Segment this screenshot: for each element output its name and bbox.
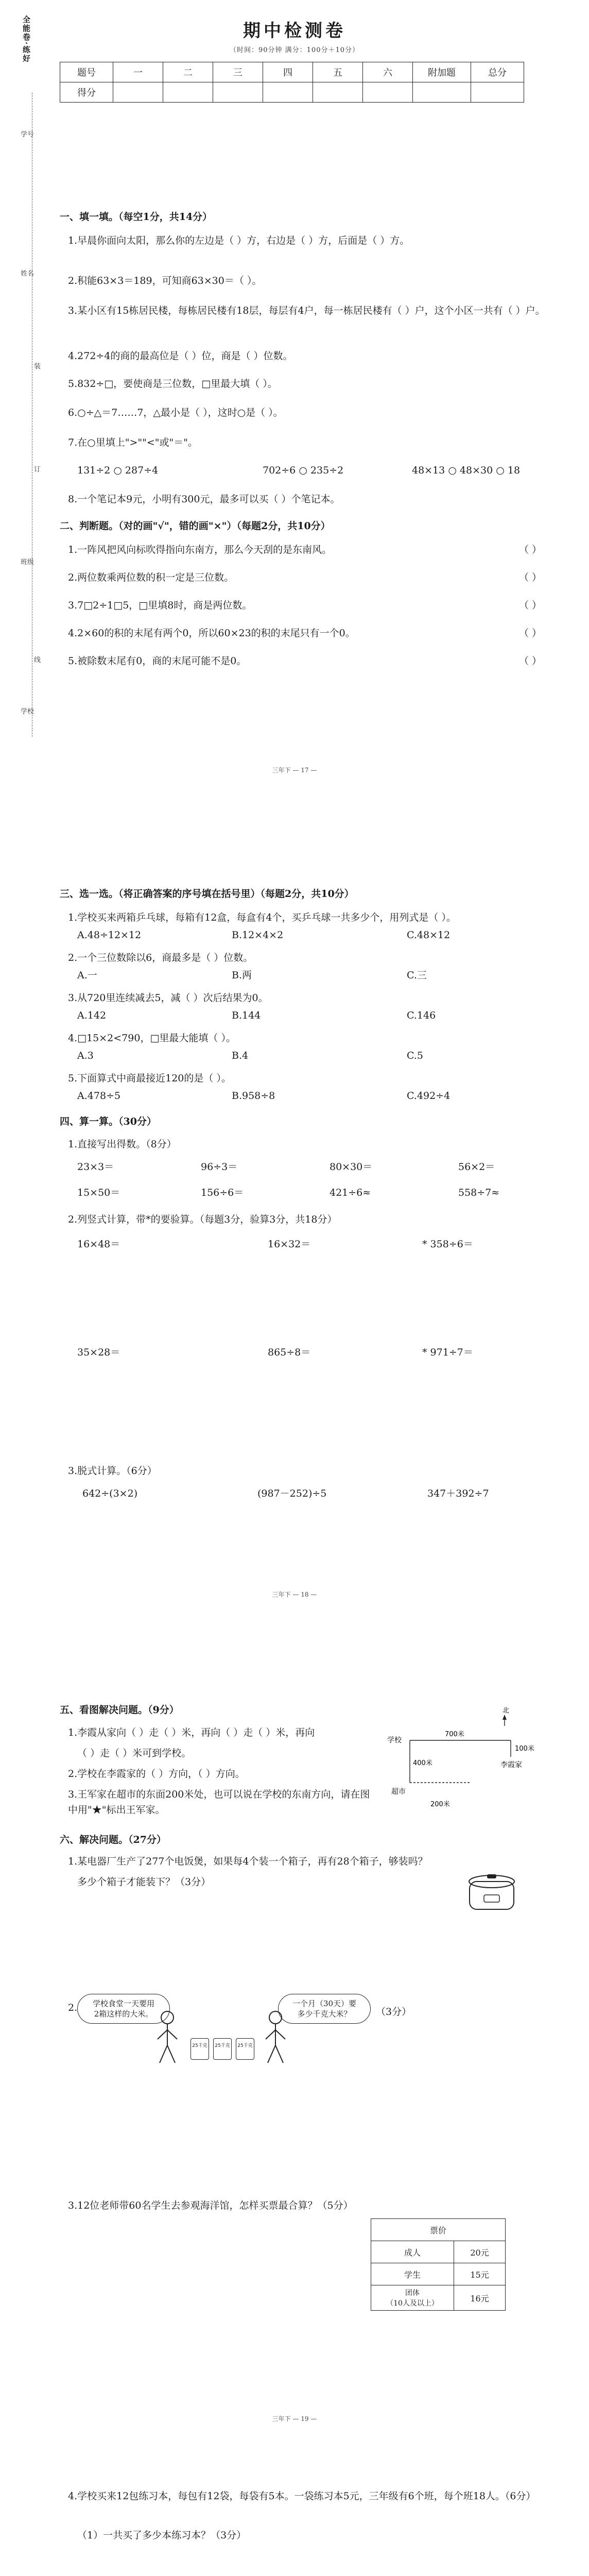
map-label-distance: 400米 (413, 1759, 432, 1767)
judge-bracket[interactable]: （ ） (519, 600, 542, 611)
score-input[interactable] (163, 82, 213, 103)
question: 4.272÷4的商的最高位是（ ）位，商是（ ）位数。 (68, 350, 293, 362)
score-cell: 总分 (471, 62, 524, 82)
sub-heading: 3.脱式计算。（6分） (68, 1465, 157, 1477)
question-number: 2. (68, 2002, 78, 2013)
option[interactable]: A.478÷5 (77, 1090, 121, 1101)
comparison-item: 48×13 ○ 48×30 ○ 18 (412, 465, 521, 476)
oral-calc: 156÷6＝ (201, 1187, 244, 1198)
option[interactable]: B.两 (232, 970, 252, 981)
question: 3.王军家在超市的东面200米处，也可以说在学校的东南方向，请在图中用"★"标出王军家。 (68, 1789, 370, 1816)
page-footer: 三年下 — 17 — (272, 767, 317, 774)
side-label-bind: 装 (34, 363, 41, 370)
sub-heading: 1.直接写出得数。（8分） (68, 1139, 177, 1150)
score-input[interactable] (363, 82, 413, 103)
question: 3.从720里连续减去5，减（ ）次后结果为0。 (68, 992, 268, 1004)
section-1-heading: 一、填一填。（每空1分，共14分） (60, 211, 213, 223)
oral-calc: 23×3＝ (77, 1161, 114, 1173)
vertical-calc: 16×32＝ (268, 1239, 311, 1250)
oral-calc: 56×2＝ (458, 1161, 495, 1173)
score-input[interactable] (113, 82, 163, 103)
score-cell: 四 (263, 62, 313, 82)
option[interactable]: A.48÷12×12 (77, 929, 142, 941)
person-icon (263, 2009, 288, 2066)
ticket-price-table (371, 2218, 506, 2311)
question: 2.学校在李霞家的（ ）方向，（ ）方向。 (68, 1768, 245, 1780)
price-value: 20元 (454, 2241, 506, 2263)
section-5-heading: 五、看图解决问题。（9分） (60, 1704, 179, 1716)
step-calc: 642÷(3×2) (82, 1488, 138, 1499)
option[interactable]: C.48×12 (407, 929, 451, 941)
bag-weight-label: 25千克 (237, 2043, 253, 2048)
judge-bracket[interactable]: （ ） (519, 655, 542, 667)
judge-bracket[interactable]: （ ） (519, 572, 542, 583)
page-3 (0, 1649, 589, 2452)
rice-bag (213, 2038, 232, 2060)
page-footer: 三年下 — 18 — (272, 1591, 317, 1598)
vertical-calc: 35×28＝ (77, 1347, 120, 1358)
question: 3.某小区有15栋居民楼，每栋居民楼有18层，每层有4户，每一栋居民楼有（ ）户，这个小区一共有（ ）户。 (68, 305, 545, 316)
rice-bag (190, 2038, 209, 2060)
judge-item: 4.2×60的积的末尾有两个0，所以60×23的积的末尾只有一个0。 (68, 628, 355, 639)
page-footer: 三年下 — 19 — (272, 2415, 317, 2422)
question: 6.○÷△＝7……7，△最小是（ ），这时○是（ ）。 (68, 407, 283, 418)
vertical-calc: 865÷8＝ (268, 1347, 311, 1358)
page-4 (0, 2473, 589, 2576)
section-6-heading: 六、解决问题。（27分） (60, 1834, 166, 1845)
price-type: 成人 (371, 2241, 454, 2263)
side-label-line: 线 (34, 656, 41, 664)
map-label-distance: 700米 (445, 1731, 464, 1738)
option[interactable]: B.958÷8 (232, 1090, 275, 1101)
score-input[interactable] (413, 82, 471, 103)
vertical-calc: 16×48＝ (77, 1239, 120, 1250)
sub-heading: 2.列竖式计算，带*的要验算。（每题3分，验算3分，共18分） (68, 1214, 337, 1225)
question: 2.一个三位数除以6，商最多是（ ）位数。 (68, 952, 253, 963)
option[interactable]: A.一 (77, 970, 97, 981)
score-row-label: 得分 (60, 82, 113, 103)
score-cell: 二 (163, 62, 213, 82)
map-label-market: 超市 (391, 1788, 406, 1796)
score-cell: 五 (313, 62, 363, 82)
price-title: 票价 (371, 2219, 506, 2241)
option[interactable]: C.5 (407, 1050, 423, 1061)
question: 1.早晨你面向太阳，那么你的左边是（ ）方，右边是（ ）方，后面是（ ）方。 (68, 235, 410, 246)
judge-bracket[interactable]: （ ） (519, 544, 542, 555)
oral-calc: 421÷6≈ (330, 1187, 371, 1198)
question: 1.李霞从家向（ ）走（ ）米，再向（ ）走（ ）米，再向 (68, 1727, 315, 1738)
score-input[interactable] (263, 82, 313, 103)
map-label-distance: 200米 (430, 1801, 450, 1808)
oral-calc: 80×30＝ (330, 1161, 373, 1173)
score-input[interactable] (213, 82, 263, 103)
score-note: （3分） (376, 2006, 412, 2018)
step-calc: (987－252)÷5 (257, 1488, 327, 1499)
option[interactable]: A.142 (77, 1010, 107, 1021)
option[interactable]: B.4 (232, 1050, 249, 1061)
score-cell: 三 (213, 62, 263, 82)
page-title: 期中检测卷 (243, 21, 346, 41)
judge-bracket[interactable]: （ ） (519, 628, 542, 639)
score-input[interactable] (471, 82, 524, 103)
vertical-calc: * 358÷6＝ (422, 1239, 473, 1250)
map-label-distance: 100米 (515, 1745, 534, 1753)
comparison-item: 131÷2 ○ 287÷4 (77, 465, 159, 476)
question: 4.学校买来12包练习本，每包有12袋，每袋有5本。一袋练习本5元，三年级有6个班，每个班18人。（6分） (68, 2490, 536, 2502)
score-cell: 题号 (60, 62, 113, 82)
rice-bag (236, 2038, 254, 2060)
side-label-name: 姓名 (21, 270, 34, 278)
brand-logo: 全能卷·练好 (22, 15, 31, 63)
vertical-calc: * 971÷7＝ (422, 1347, 473, 1358)
oral-calc: 96÷3＝ (201, 1161, 238, 1173)
step-calc: 347＋392÷7 (427, 1488, 489, 1499)
question: 5.下面算式中商最接近120的是（ ）。 (68, 1073, 231, 1084)
exam-meta: （时间：90分钟 满分：100分＋10分） (229, 46, 360, 54)
price-type: 学生 (371, 2263, 454, 2285)
question: 7.在○里填上">""<"或"＝"。 (68, 437, 198, 448)
sub-question: （1）一共买了多少本练习本？（3分） (77, 2530, 247, 2541)
speech-bubble: 一个月（30天）要 多少千克大米？ (278, 1994, 371, 2024)
page-1 (0, 0, 589, 804)
direction-map (381, 1705, 556, 1814)
question: 1.学校买来两箱乒乓球，每箱有12盒，每盒有4个，买乒乓球一共多少个，用列式是（ ）。 (68, 912, 456, 923)
comparison-item: 702÷6 ○ 235÷2 (263, 465, 344, 476)
side-label-school: 学校 (21, 708, 34, 716)
page-2 (0, 824, 589, 1628)
side-label-student-no: 学号 (21, 131, 34, 139)
price-value: 15元 (454, 2263, 506, 2285)
section-3-heading: 三、选一选。（将正确答案的序号填在括号里）（每题2分，共10分） (60, 888, 354, 900)
question: 4.□15×2<790，□里最大能填（ ）。 (68, 1032, 236, 1044)
section-4-heading: 四、算一算。（30分） (60, 1116, 157, 1127)
map-label-school: 学校 (387, 1736, 402, 1744)
rice-cooker-icon (463, 1870, 520, 1917)
person-icon (154, 2009, 180, 2066)
option[interactable]: A.3 (77, 1050, 94, 1061)
score-cell: 附加题 (413, 62, 471, 82)
judge-item: 1.一阵风把风向标吹得指向东南方，那么今天刮的是东南风。 (68, 544, 332, 555)
judge-item: 3.7□2÷1□5，□里填8时，商是两位数。 (68, 600, 252, 611)
option[interactable]: B.144 (232, 1010, 261, 1021)
bag-weight-label: 25千克 (215, 2043, 230, 2048)
question: 3.12位老师带60名学生去参观海洋馆，怎样买票最合算？（5分） (68, 2200, 353, 2211)
option[interactable]: C.三 (407, 970, 427, 981)
option[interactable]: C.146 (407, 1010, 436, 1021)
section-2-heading: 二、判断题。（对的画"√"，错的画"×"）（每题2分，共10分） (60, 520, 331, 532)
question: （ ）走（ ）米可到学校。 (77, 1748, 192, 1759)
score-input[interactable] (313, 82, 363, 103)
price-value: 16元 (454, 2285, 506, 2311)
score-cell: 一 (113, 62, 163, 82)
question: 5.832÷□，要使商是三位数，□里最大填（ ）。 (68, 378, 278, 389)
side-label-staple: 订 (34, 466, 41, 473)
oral-calc: 15×50＝ (77, 1187, 120, 1198)
speech-bubble: 学校食堂一天要用 2箱这样的大米。 (77, 1994, 170, 2024)
question: 1.某电器厂生产了277个电饭煲，如果每4个装一个箱子，再有28个箱子，够装吗？ (68, 1856, 428, 1867)
map-label-home: 李霞家 (500, 1761, 522, 1769)
judge-item: 2.两位数乘两位数的积一定是三位数。 (68, 572, 234, 583)
question: 多少个箱子才能装下？（3分） (77, 1876, 211, 1888)
judge-item: 5.被除数末尾有0，商的末尾可能不是0。 (68, 655, 247, 667)
question: 2.积能63×3＝189，可知商63×30＝（ ）。 (68, 275, 262, 286)
option[interactable]: B.12×4×2 (232, 929, 284, 941)
oral-calc: 558÷7≈ (458, 1187, 500, 1198)
price-type: 团体 （10人及以上） (371, 2285, 454, 2311)
map-label-north: 北 (503, 1707, 510, 1715)
question: 8.一个笔记本9元，小明有300元，最多可以买（ ）个笔记本。 (68, 494, 340, 505)
score-table (60, 62, 524, 103)
option[interactable]: C.492÷4 (407, 1090, 451, 1101)
bag-weight-label: 25千克 (192, 2043, 207, 2048)
side-label-class: 班级 (21, 558, 34, 566)
score-cell: 六 (363, 62, 413, 82)
